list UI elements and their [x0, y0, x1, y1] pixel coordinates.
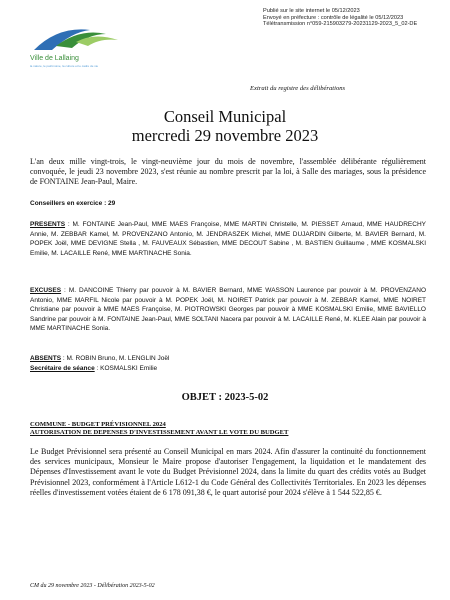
- presents-list: : M. FONTAINE Jean-Paul, MME MAES Françoise, MME MARTIN Christelle, M. PIESSET Arnaud, MME HAUDRECHY Annie, M. ZEBBAR Kamel, M. PROVENZANO Antonio, M. JENDRASZEK Michel, MME DUJARDIN Gilberte, M. BAVIER Bernard, M. POPEK Joël, MME DEVIGNE Stella , M. FAUVEAUX Sébastien, MME DECOUT Sabine , M. BASTIEN Guillaume , MME KOSMALSKI Emilie, M. LACAILLE René, MME MARTINACHE Sonia.: [30, 221, 426, 257]
- prefecture-stamp: [263, 8, 445, 28]
- absents-label: ABSENTS: [30, 355, 62, 362]
- presents-label: PRESENTS: [30, 221, 66, 228]
- president-surname: FONTAINE: [39, 177, 79, 187]
- president-rest: Jean-Paul, Maire.: [78, 177, 138, 187]
- transmission-line: Télétransmission n°059-215903279-20231129-2023_5_02-DE: [263, 21, 418, 28]
- intro-paragraph: [30, 157, 426, 188]
- body-paragraph: Le Budget Prévisionnel sera présenté au Conseil Municipal en mars 2024. Afin d'assurer la continuité du fonctionnement des services municipaux, Monsieur le Maire propose d'autoriser l'engagement, la liquidation et le mandatement des Dépenses d'Investissement avant le vote du Budget Prévisionnel 2024, dans la limite du quart des crédits votés au Budget Prévisionnel 2023, conformément à l'Article L612-1 du Code Général des Collectivités Territoriales. En 2023 les dépenses réelles d'investissement votées étaient de 6 178 091,38 €, le quart autorisé pour 2024 s'élève à 1 544 522,85 €.: [30, 447, 426, 497]
- secretaire-line: [30, 364, 426, 374]
- city-logo: [28, 20, 128, 70]
- conseillers-count: Conseillers en exercice : 29: [30, 200, 116, 207]
- excuses-label: EXCUSES: [30, 287, 62, 294]
- commune-heading: COMMUNE - BUDGET PRÉVISIONNEL 2024: [30, 421, 166, 428]
- logo-tagline: la nature, le patrimoine, la culture et le cadre de vie: [30, 64, 99, 68]
- secretaire-name: : KOSMALSKI Emilie: [94, 365, 158, 372]
- intro-text: L'an deux mille vingt-trois, le vingt-neuvième jour du mois de novembre, l'assemblée délibérante régulièrement convoquée, le jeudi 23 novembre 2023, s'est réunie au nombre prescrit par la loi, à Salle des mariages, sous la présidence de: [30, 157, 426, 187]
- secretaire-label: Secrétaire de séance: [30, 365, 95, 372]
- presents-paragraph: [30, 220, 426, 258]
- logo-swoosh-icon: [28, 20, 128, 58]
- authorisation-heading: AUTORISATION DE DEPENSES D'INVESTISSEMENT AVANT LE VOTE DU BUDGET: [30, 429, 289, 436]
- register-extract: Extrait du registre des délibérations: [250, 85, 346, 92]
- prefecture-line: Envoyé en préfecture : contrôle de légalité le 05/12/2023: [263, 14, 404, 21]
- absents-line: [30, 354, 426, 364]
- excuses-paragraph: [30, 286, 426, 334]
- meeting-date: mercredi 29 novembre 2023: [131, 126, 319, 145]
- publication-line: Publié sur le site internet le 05/12/2023: [263, 8, 360, 14]
- page-footer: CM du 29 novembre 2023 - Délibération 2023-5-02: [30, 583, 155, 589]
- objet-heading: OBJET : 2023-5-02: [181, 392, 269, 403]
- page-title: Conseil Municipal: [163, 107, 287, 126]
- logo-name: Ville de Lallaing: [30, 55, 79, 62]
- absents-list: : M. ROBIN Bruno, M. LENGLIN Joël: [61, 355, 170, 362]
- excuses-list: : M. DANCOINE Thierry par pouvoir à M. BAVIER Bernard, MME WASSON Laurence par pouvoir à M. PROVENZANO Antonio, MME MARFIL Nicole par pouvoir à M. POPEK Joël, M. NOIRET Patrick par pouvoir à M. ZEBBAR Kamel, MME NOIRET Christiane par pouvoir à MME MAES Françoise, M. PIOTROWSKI Georges par pouvoir à MME KOSMALSKI Emilie, MME BAVIELLO Sandrine par pouvoir à M. FONTAINE Jean-Paul, MME SOLTANI Nacera par pouvoir à M. LACAILLE René, M. KLEE Alain par pouvoir à MME MARTINACHE Sonia.: [30, 287, 426, 333]
